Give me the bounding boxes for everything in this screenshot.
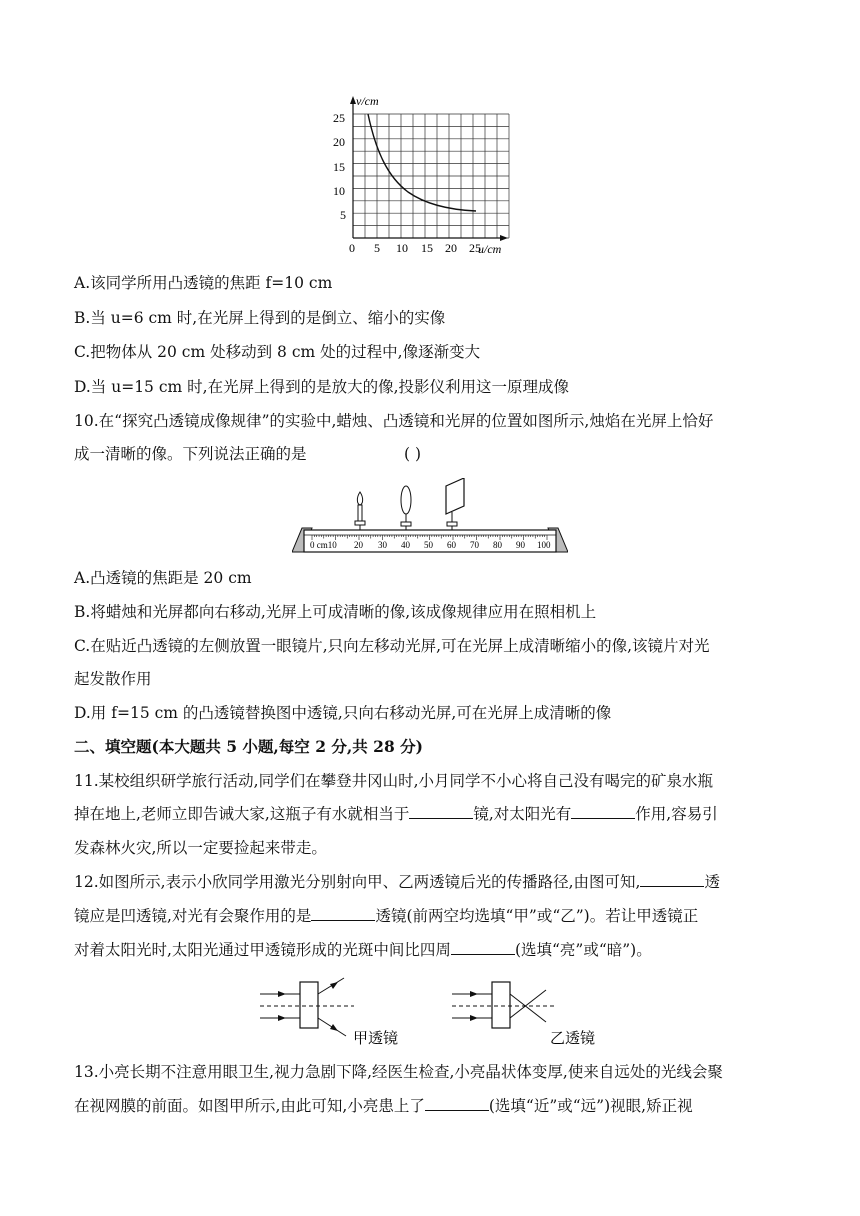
q13-line2 xyxy=(74,1096,693,1116)
q12-line1 xyxy=(74,872,720,892)
q13-text: (选填“近”或“远”)视眼,矫正视 xyxy=(488,1097,693,1115)
q12-text: 对着太阳光时,太阳光通过甲透镜形成的光斑中间比四周 xyxy=(74,941,451,959)
q13-blank-1[interactable] xyxy=(425,1096,489,1111)
q11-line1: 11.某校组织研学旅行活动,同学们在攀登井冈山时,小月同学不小心将自己没有喝完的矿泉水瓶 xyxy=(74,772,714,790)
q9-option-d: D.当 u=15 cm 时,在光屏上得到的是放大的像,投影仪利用这一原理成像 xyxy=(74,378,570,396)
v-u-curve xyxy=(368,114,476,211)
bench-label: 20 xyxy=(354,540,363,550)
q12-text: 透 xyxy=(704,873,720,891)
q12-text: 12.如图所示,表示小欣同学用激光分别射向甲、乙两透镜后光的传播路径,由图可知, xyxy=(74,873,641,891)
q10-stem-line2: 成一清晰的像。下列说法正确的是 xyxy=(74,445,307,463)
q12-blank-1[interactable] xyxy=(640,872,704,887)
lens-jia-label: 甲透镜 xyxy=(353,1031,399,1047)
x-tick: 20 xyxy=(445,241,457,255)
q11-line3: 发森林火灾,所以一定要捡起来带走。 xyxy=(74,839,327,857)
convex-lens xyxy=(401,486,411,530)
optical-bench-figure xyxy=(292,478,568,556)
y-tick: 20 xyxy=(333,135,345,149)
x-tick: 10 xyxy=(396,241,408,255)
x-tick: 25 xyxy=(469,241,481,255)
x-tick: 5 xyxy=(374,241,380,255)
x-axis-label: u/cm xyxy=(478,242,502,256)
v-u-graph-svg xyxy=(328,92,528,260)
v-u-graph xyxy=(328,92,528,260)
q13-line1: 13.小亮长期不注意用眼卫生,视力急剧下降,经医生检查,小亮晶状体变厚,使来自远处的光线会聚 xyxy=(74,1063,723,1081)
q12-text: 透镜(前两空均选填“甲”或“乙”)。若让甲透镜正 xyxy=(375,907,699,925)
lens-jia-figure xyxy=(258,976,418,1048)
bench-label: 70 xyxy=(470,540,479,550)
q11-blank-2[interactable] xyxy=(571,804,635,819)
bench-label: 0 cm10 xyxy=(310,540,337,550)
q9-option-a: A.该同学所用凸透镜的焦距 f=10 cm xyxy=(74,274,333,292)
q12-line3 xyxy=(74,940,652,960)
bench-label: 100 xyxy=(537,540,551,550)
q12-blank-2[interactable] xyxy=(311,906,375,921)
q10-option-b: B.将蜡烛和光屏都向右移动,光屏上可成清晰的像,该成像规律应用在照相机上 xyxy=(74,603,597,621)
light-screen xyxy=(446,478,464,530)
q13-text: 在视网膜的前面。如图甲所示,由此可知,小亮患上了 xyxy=(74,1097,425,1115)
q12-blank-3[interactable] xyxy=(451,940,515,955)
q10-option-a: A.凸透镜的焦距是 20 cm xyxy=(74,569,252,587)
bench-label: 60 xyxy=(447,540,456,550)
x-tick: 0 xyxy=(349,241,355,255)
q11-text: 镜,对太阳光有 xyxy=(473,805,572,823)
q12-line2 xyxy=(74,906,698,926)
y-axis-label: v/cm xyxy=(356,94,379,108)
q10-answer-paren: ( ) xyxy=(404,445,422,463)
y-tick: 15 xyxy=(333,160,345,174)
q9-option-c: C.把物体从 20 cm 处移动到 8 cm 处的过程中,像逐渐变大 xyxy=(74,343,481,361)
bench-label: 40 xyxy=(401,540,410,550)
q12-text: (选填“亮”或“暗”)。 xyxy=(514,941,652,959)
q10-option-d: D.用 f=15 cm 的凸透镜替换图中透镜,只向右移动光屏,可在光屏上成清晰的像 xyxy=(74,704,612,722)
section-heading: 二、填空题(本大题共 5 小题,每空 2 分,共 28 分) xyxy=(74,737,423,756)
q10-stem-line1: 10.在“探究凸透镜成像规律”的实验中,蜡烛、凸透镜和光屏的位置如图所示,烛焰在光屏上恰好 xyxy=(74,412,714,430)
y-tick: 25 xyxy=(333,111,345,125)
lens-yi-figure xyxy=(452,976,612,1048)
y-tick: 10 xyxy=(333,184,345,198)
q12-text: 镜应是凹透镜,对光有会聚作用的是 xyxy=(74,907,312,925)
q10-option-c-line2: 起发散作用 xyxy=(74,670,152,688)
q10-option-c-line1: C.在贴近凸透镜的左侧放置一眼镜片,只向左移动光屏,可在光屏上成清晰缩小的像,该镜片对光 xyxy=(74,637,710,655)
candle xyxy=(355,492,365,530)
lens-jia-svg xyxy=(258,976,418,1048)
q9-option-b: B.当 u=6 cm 时,在光屏上得到的是倒立、缩小的实像 xyxy=(74,309,446,327)
x-tick: 15 xyxy=(421,241,433,255)
lens-yi-svg xyxy=(452,976,612,1048)
q11-text: 掉在地上,老师立即告诫大家,这瓶子有水就相当于 xyxy=(74,805,410,823)
bench-label: 90 xyxy=(516,540,525,550)
y-tick: 5 xyxy=(340,208,346,222)
bench-label: 50 xyxy=(424,540,433,550)
bench-label: 30 xyxy=(378,540,387,550)
bench-label: 80 xyxy=(493,540,502,550)
optical-bench-svg xyxy=(292,478,568,556)
q11-line2 xyxy=(74,804,718,824)
q11-blank-1[interactable] xyxy=(409,804,473,819)
q11-text: 作用,容易引 xyxy=(635,805,718,823)
lens-yi-label: 乙透镜 xyxy=(550,1031,596,1047)
